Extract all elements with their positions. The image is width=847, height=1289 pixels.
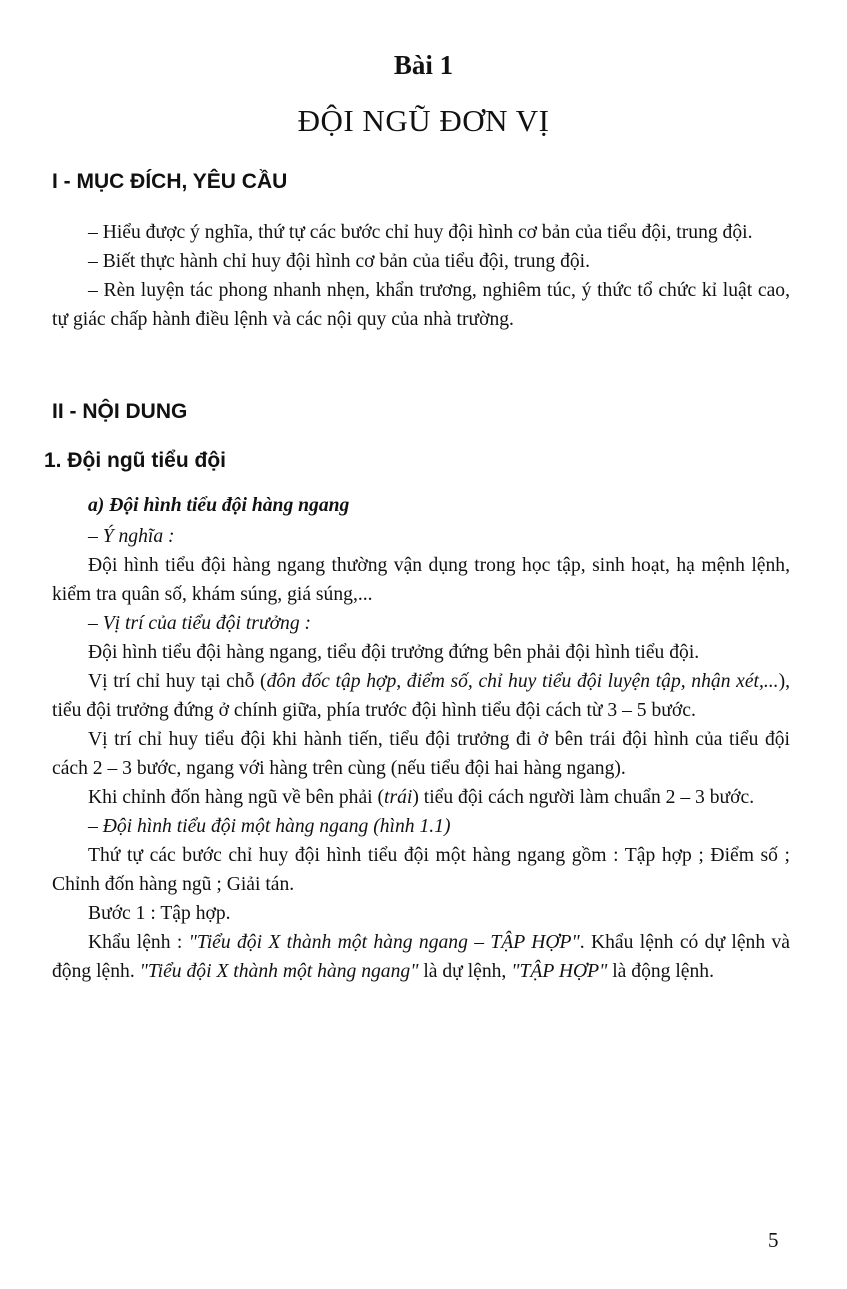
steps-paragraph: Thứ tự các bước chỉ huy đội hình tiểu đội một hàng ngang gồm : Tập hợp ; Điểm số ; Chỉnh đốn hàng ngũ ; Giải tán.	[52, 845, 790, 895]
objectives-list	[52, 218, 790, 334]
leader-position-paragraph: Đội hình tiểu đội hàng ngang, tiểu đội trưởng đứng bên phải đội hình tiểu đội.	[88, 642, 700, 663]
command-position-paragraph-2: Vị trí chỉ huy tiểu đội khi hành tiến, tiểu đội trưởng đi ở bên trái đội hình của tiểu đội cách 2 – 3 bước, ngang với hàng trên cùng (nếu tiểu đội hai hàng ngang).	[52, 729, 790, 779]
objective-item: – Hiểu được ý nghĩa, thứ tự các bước chỉ huy đội hình cơ bản của tiểu đội, trung đội.	[88, 222, 753, 243]
objective-item: – Rèn luyện tác phong nhanh nhẹn, khẩn trương, nghiêm túc, ý thức tổ chức kỉ luật cao, tự giác chấp hành điều lệnh và các nội quy của nhà trường.	[52, 280, 790, 330]
content-body	[52, 491, 790, 986]
leader-position-label: – Vị trí của tiểu đội trưởng :	[88, 613, 312, 634]
meaning-paragraph: Đội hình tiểu đội hàng ngang thường vận dụng trong học tập, sinh hoạt, hạ mệnh lệnh, kiểm tra quân số, khám súng, giá súng,...	[52, 555, 790, 605]
command-position-paragraph-1: Vị trí chỉ huy tại chỗ (đôn đốc tập hợp, điểm số, chỉ huy tiểu đội luyện tập, nhận xét,...), tiểu đội trưởng đứng ở chính giữa, phía trước đội hình tiểu đội cách từ 3 – 5 bước.	[52, 671, 790, 721]
meaning-label: – Ý nghĩa :	[88, 526, 175, 547]
step-1-label: Bước 1 : Tập hợp.	[88, 903, 231, 924]
command-paragraph: Khẩu lệnh : "Tiểu đội X thành một hàng ngang – TẬP HỢP". Khẩu lệnh có dự lệnh và động lệnh. "Tiểu đội X thành một hàng ngang" là dự lệnh, "TẬP HỢP" là động lệnh.	[52, 932, 790, 982]
objective-item: – Biết thực hành chỉ huy đội hình cơ bản của tiểu đội, trung đội.	[88, 251, 591, 272]
alignment-paragraph: Khi chỉnh đốn hàng ngũ về bên phải (trái) tiểu đội cách người làm chuẩn 2 – 3 bước.	[88, 787, 755, 808]
page-number: 5	[768, 1228, 779, 1252]
one-row-formation-label: – Đội hình tiểu đội một hàng ngang (hình 1.1)	[88, 816, 451, 837]
section-heading-objectives: I - MỤC ĐÍCH, YÊU CẦU	[52, 170, 288, 193]
section-heading-content: II - NỘI DUNG	[52, 400, 188, 423]
lesson-number: Bài 1	[393, 50, 454, 80]
lesson-title: ĐỘI NGŨ ĐƠN VỊ	[297, 103, 550, 138]
part-a-title: a) Đội hình tiểu đội hàng ngang	[88, 495, 350, 516]
subsection-heading: 1. Đội ngũ tiểu đội	[44, 449, 226, 472]
